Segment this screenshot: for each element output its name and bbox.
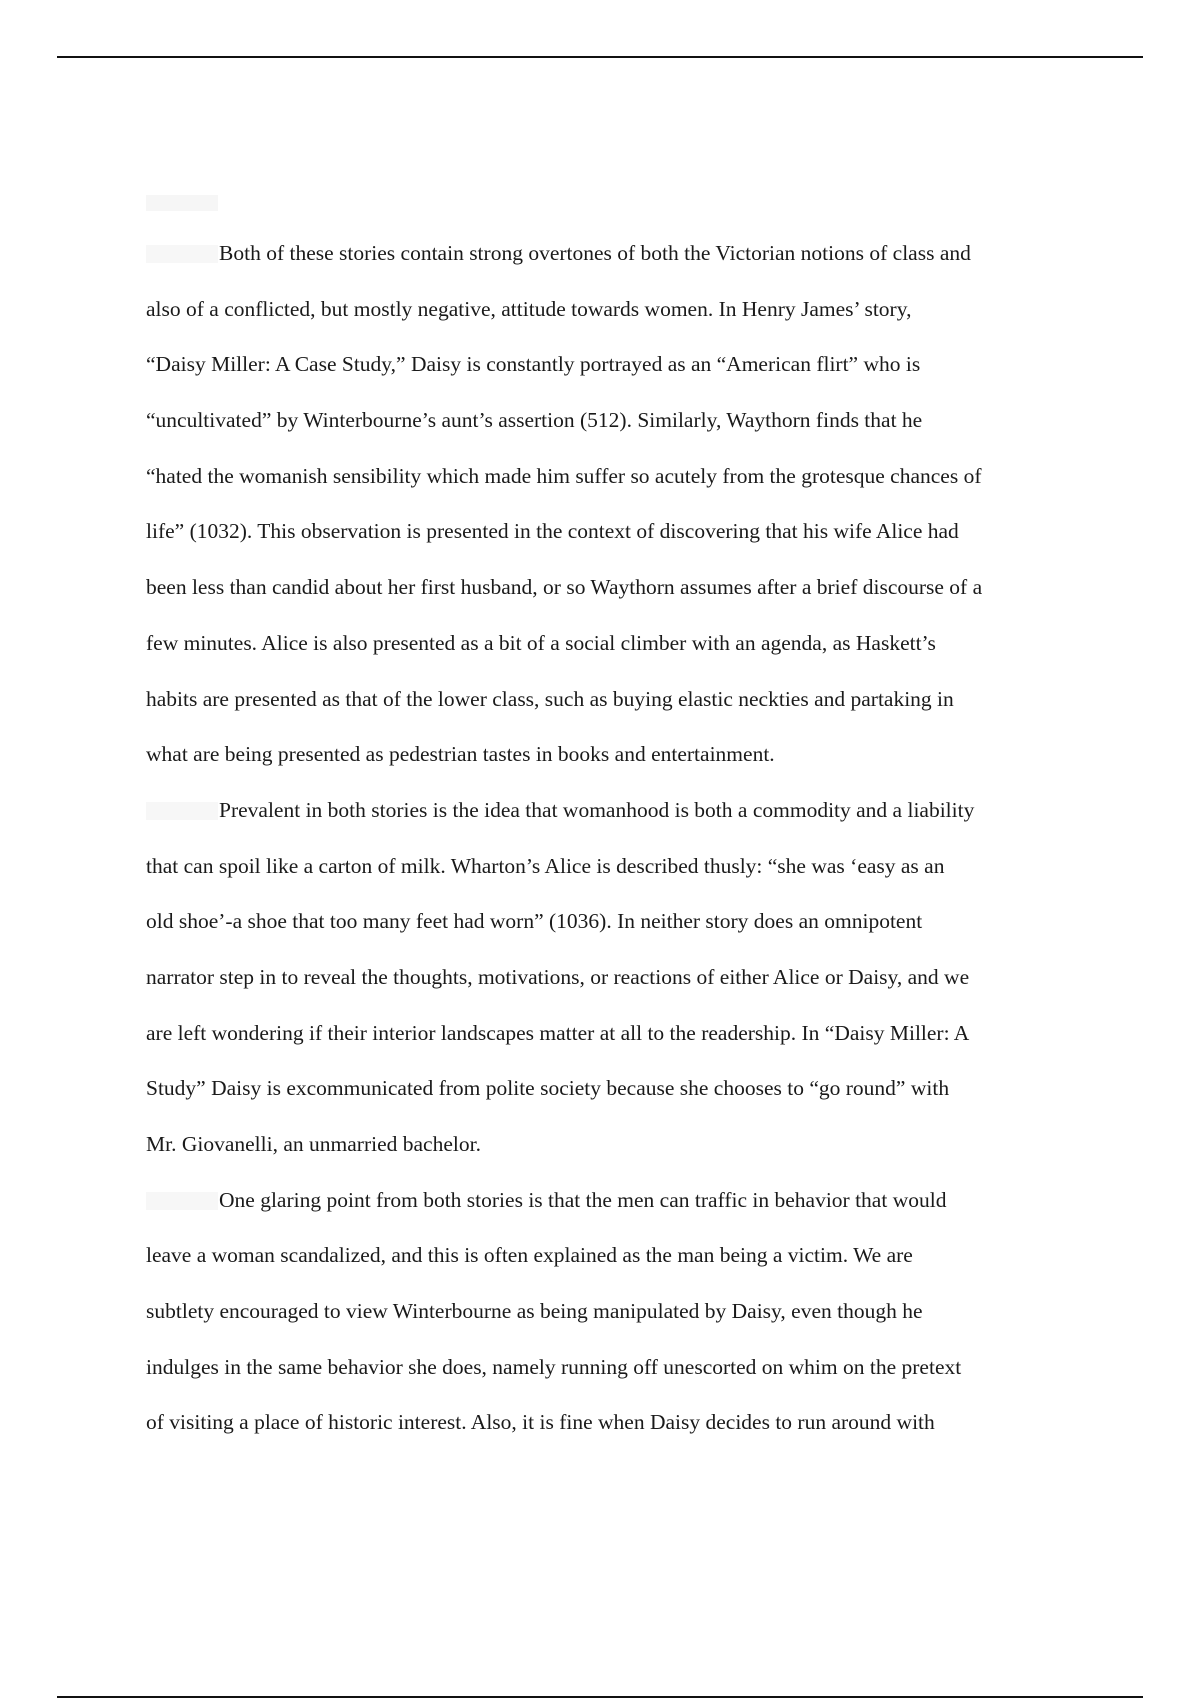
paragraph-3-line-5: of visiting a place of historic interest. Also, it is fine when Daisy decides to run around with bbox=[146, 1410, 935, 1435]
paragraph-1-line-3: “Daisy Miller: A Case Study,” Daisy is constantly portrayed as an “American flirt” who is bbox=[146, 352, 921, 377]
paragraph-2-line-2: that can spoil like a carton of milk. Wharton’s Alice is described thusly: “she was ‘easy as an bbox=[146, 853, 945, 878]
paragraph-1-line-10: what are being presented as pedestrian tastes in books and entertainment. bbox=[146, 742, 775, 767]
footer-rule bbox=[57, 1696, 1143, 1698]
paragraph-2-line-3: old shoe’-a shoe that too many feet had worn” (1036). In neither story does an omnipotent bbox=[146, 909, 923, 934]
paragraph-2-line-1: Prevalent in both stories is the idea that womanhood is both a commodity and a liability bbox=[146, 785, 1096, 841]
paragraph-3-line-4: indulges in the same behavior she does, namely running off unescorted on whim on the pretext bbox=[146, 1354, 962, 1379]
paragraph-2-line-4: narrator step in to reveal the thoughts, motivations, or reactions of either Alice or Daisy, and we bbox=[146, 964, 970, 989]
paragraph-2-line-7: Mr. Giovanelli, an unmarried bachelor. bbox=[146, 1132, 481, 1156]
paragraph-3-line-3: subtlety encouraged to view Winterbourne as being manipulated by Daisy, even though he bbox=[146, 1299, 923, 1324]
paragraph-1-line-9: habits are presented as that of the lower class, such as buying elastic neckties and partaking in bbox=[146, 686, 954, 711]
redacted-heading-block bbox=[146, 195, 218, 211]
paragraph-3-line-2: leave a woman scandalized, and this is often explained as the man being a victim. We are bbox=[146, 1243, 913, 1268]
document-body bbox=[146, 228, 1096, 1453]
paragraph-1-line-1: Both of these stories contain strong overtones of both the Victorian notions of class and bbox=[146, 228, 1096, 284]
paragraph-3-line-1: One glaring point from both stories is that the men can traffic in behavior that would bbox=[146, 1175, 1096, 1231]
paragraph-1-line-8: few minutes. Alice is also presented as a bit of a social climber with an agenda, as Haskett’s bbox=[146, 630, 936, 655]
paragraph-1-line-6: life” (1032). This observation is presented in the context of discovering that his wife Alice had bbox=[146, 519, 959, 544]
paragraph-1-line-4: “uncultivated” by Winterbourne’s aunt’s assertion (512). Similarly, Waythorn finds that he bbox=[146, 408, 923, 433]
paragraph-1-line-2: also of a conflicted, but mostly negative, attitude towards women. In Henry James’ story, bbox=[146, 296, 912, 321]
header-rule bbox=[57, 56, 1143, 58]
paragraph-2-line-5: are left wondering if their interior landscapes matter at all to the readership. In “Daisy Miller: A bbox=[146, 1020, 970, 1045]
paragraph-1-line-7: been less than candid about her first husband, or so Waythorn assumes after a brief discourse of a bbox=[146, 575, 983, 600]
paragraph-1-line-5: “hated the womanish sensibility which made him suffer so acutely from the grotesque chances of bbox=[146, 463, 982, 488]
paragraph-2-line-6: Study” Daisy is excommunicated from polite society because she chooses to “go round” with bbox=[146, 1076, 950, 1101]
